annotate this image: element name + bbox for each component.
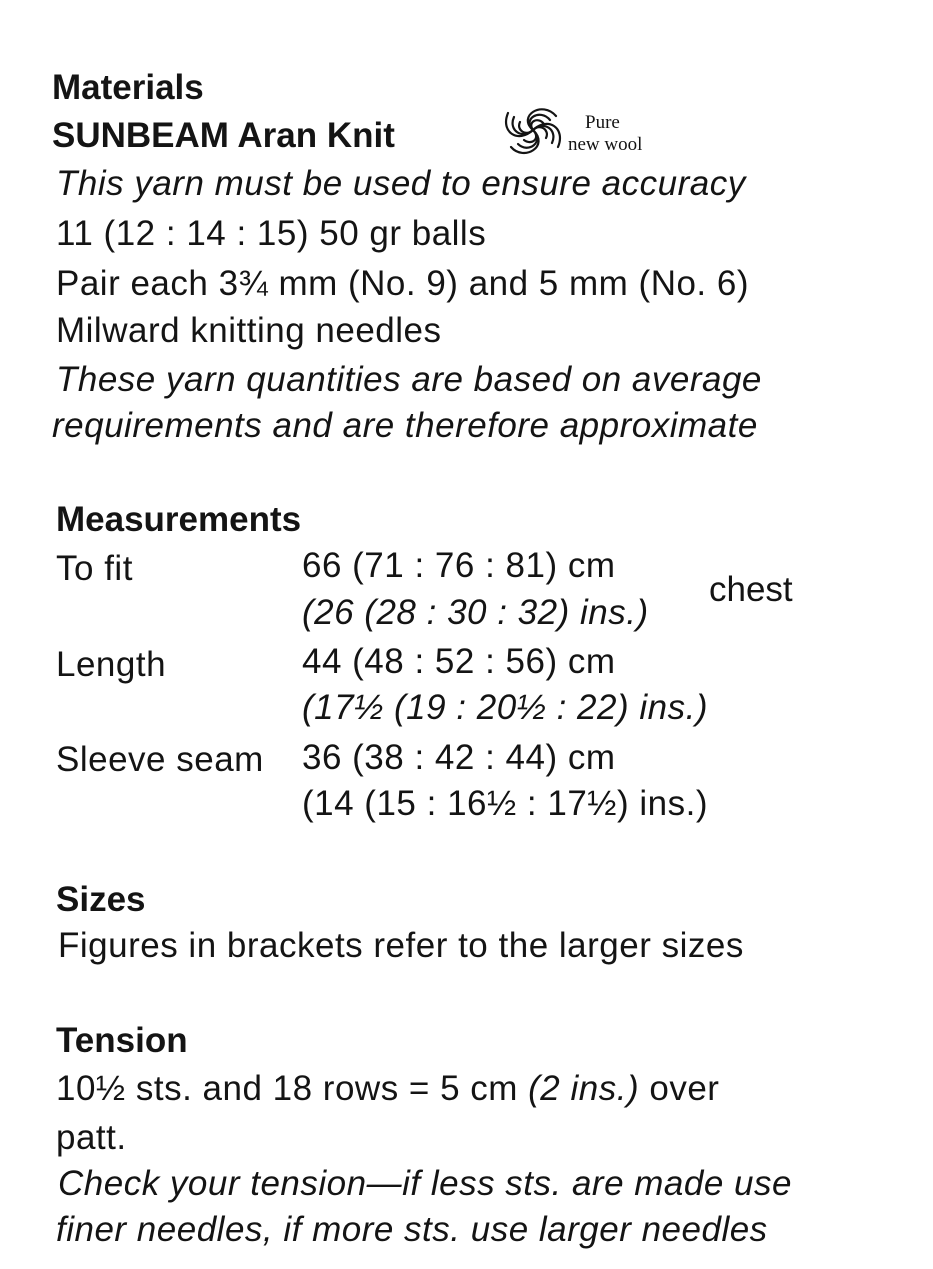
measure-label-length: Length	[56, 645, 167, 684]
sizes-text: Figures in brackets refer to the larger sizes	[58, 926, 744, 965]
measure-ins-length: (17½ (19 : 20½ : 22) ins.)	[302, 688, 708, 727]
needles-line-2: Milward knitting needles	[56, 311, 442, 350]
yarn-quantity: 11 (12 : 14 : 15) 50 gr balls	[56, 214, 487, 253]
needles-line-1: Pair each 3¾ mm (No. 9) and 5 mm (No. 6)	[56, 264, 749, 303]
woolmark-icon	[500, 100, 566, 160]
tension-inches: (2 ins.)	[528, 1069, 640, 1108]
measure-label-to-fit: To fit	[56, 549, 133, 588]
tension-over: over	[639, 1069, 720, 1108]
measure-cm-to-fit: 66 (71 : 76 : 81) cm	[302, 546, 616, 585]
materials-heading: Materials	[52, 68, 204, 107]
tension-line-2: patt.	[56, 1118, 127, 1157]
tension-stitches: 10½ sts. and 18 rows = 5 cm	[56, 1069, 529, 1108]
yarn-name: SUNBEAM Aran Knit	[52, 116, 395, 155]
logo-pure-text: Pure	[585, 112, 620, 133]
logo-new-wool-text: new wool	[568, 134, 643, 155]
measure-cm-sleeve-seam: 36 (38 : 42 : 44) cm	[302, 738, 616, 777]
tension-line-1	[56, 1071, 719, 1106]
measure-label-sleeve-seam: Sleeve seam	[56, 740, 264, 779]
accuracy-note: This yarn must be used to ensure accuracy	[56, 164, 746, 203]
chest-label: chest	[709, 570, 793, 609]
tension-heading: Tension	[56, 1021, 188, 1060]
measurements-heading: Measurements	[56, 500, 302, 539]
tension-check-line-1: Check your tension—if less sts. are made use	[58, 1164, 792, 1203]
tension-check-line-2: finer needles, if more sts. use larger needles	[56, 1210, 768, 1249]
sizes-heading: Sizes	[56, 880, 146, 919]
approx-note-line-1: These yarn quantities are based on average	[56, 360, 762, 399]
measure-ins-to-fit: (26 (28 : 30 : 32) ins.)	[302, 593, 649, 632]
measure-ins-sleeve-seam: (14 (15 : 16½ : 17½) ins.)	[302, 784, 708, 823]
measure-cm-length: 44 (48 : 52 : 56) cm	[302, 642, 616, 681]
approx-note-line-2: requirements and are therefore approximate	[52, 406, 758, 445]
